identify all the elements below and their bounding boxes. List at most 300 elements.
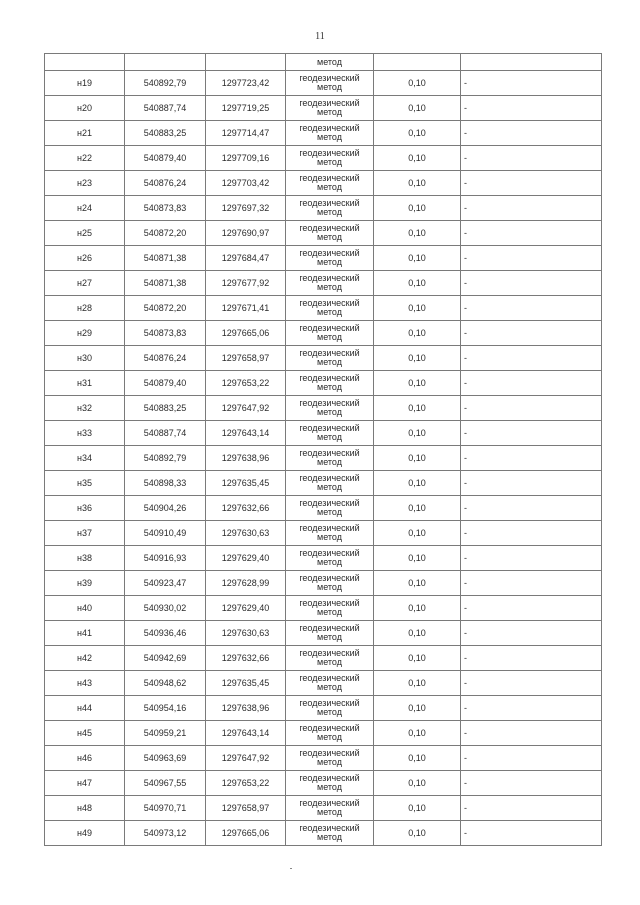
table-row bbox=[45, 396, 602, 421]
note-value: - bbox=[464, 378, 467, 388]
method-line-2: метод bbox=[317, 257, 342, 267]
note-value: - bbox=[464, 478, 467, 488]
method-cell bbox=[286, 821, 374, 846]
method-text bbox=[299, 274, 359, 292]
method-line-2: метод bbox=[317, 507, 342, 517]
method-line-1: геодезический bbox=[299, 398, 360, 408]
method-line-1: геодезический bbox=[299, 273, 360, 283]
x-coordinate: 540904,26 bbox=[143, 503, 187, 513]
accuracy-value: 0,10 bbox=[408, 428, 426, 438]
method-cell bbox=[286, 496, 374, 521]
x-coordinate-cell bbox=[125, 71, 206, 96]
accuracy-value: 0,10 bbox=[408, 478, 426, 488]
accuracy-value: 0,10 bbox=[408, 378, 426, 388]
point-name-cell bbox=[45, 371, 125, 396]
y-coordinate-cell bbox=[206, 196, 286, 221]
method-cell bbox=[286, 746, 374, 771]
note-value: - bbox=[464, 228, 467, 238]
note-value: - bbox=[464, 753, 467, 763]
method-line-1: геодезический bbox=[299, 223, 360, 233]
note-cell bbox=[461, 171, 602, 196]
accuracy-value: 0,10 bbox=[408, 228, 426, 238]
table-row bbox=[45, 571, 602, 596]
method-cell bbox=[286, 396, 374, 421]
note-cell bbox=[461, 696, 602, 721]
point-name: н19 bbox=[77, 78, 92, 88]
method-line-1: геодезический bbox=[299, 348, 360, 358]
method-line-2: метод bbox=[317, 132, 342, 142]
y-coordinate-cell bbox=[206, 521, 286, 546]
y-coordinate: 1297684,47 bbox=[221, 253, 270, 263]
point-name-cell bbox=[45, 696, 125, 721]
y-coordinate: 1297658,97 bbox=[221, 353, 270, 363]
accuracy-cell bbox=[374, 421, 461, 446]
accuracy-value: 0,10 bbox=[408, 603, 426, 613]
point-name: н39 bbox=[77, 578, 92, 588]
accuracy-cell bbox=[374, 221, 461, 246]
x-coordinate-cell bbox=[125, 271, 206, 296]
y-coordinate: 1297714,47 bbox=[221, 128, 270, 138]
method-text bbox=[299, 99, 359, 117]
method-cell bbox=[286, 521, 374, 546]
point-name: н41 bbox=[77, 628, 92, 638]
accuracy-cell bbox=[374, 296, 461, 321]
y-coordinate-cell bbox=[206, 71, 286, 96]
y-coordinate: 1297653,22 bbox=[221, 778, 270, 788]
y-coordinate-cell bbox=[206, 146, 286, 171]
x-coordinate: 540892,79 bbox=[143, 78, 187, 88]
accuracy-value: 0,10 bbox=[408, 528, 426, 538]
note-cell bbox=[461, 346, 602, 371]
method-text bbox=[299, 449, 359, 467]
method-cell bbox=[286, 71, 374, 96]
accuracy-value: 0,10 bbox=[408, 703, 426, 713]
accuracy-cell bbox=[374, 396, 461, 421]
point-name-cell bbox=[45, 54, 125, 71]
method-cell bbox=[286, 96, 374, 121]
point-name: н48 bbox=[77, 803, 92, 813]
y-coordinate: 1297665,06 bbox=[221, 328, 270, 338]
note-cell bbox=[461, 621, 602, 646]
accuracy-value: 0,10 bbox=[408, 253, 426, 263]
point-name-cell bbox=[45, 121, 125, 146]
x-coordinate-cell bbox=[125, 596, 206, 621]
point-name-cell bbox=[45, 796, 125, 821]
x-coordinate: 540871,38 bbox=[143, 253, 187, 263]
table-row bbox=[45, 196, 602, 221]
note-value: - bbox=[464, 678, 467, 688]
accuracy-cell bbox=[374, 471, 461, 496]
point-name-cell bbox=[45, 96, 125, 121]
x-coordinate: 540967,55 bbox=[143, 778, 187, 788]
x-coordinate: 540923,47 bbox=[143, 578, 187, 588]
method-text bbox=[299, 599, 359, 617]
method-text bbox=[299, 749, 359, 767]
method-text bbox=[299, 199, 359, 217]
method-text bbox=[299, 374, 359, 392]
point-name-cell bbox=[45, 246, 125, 271]
x-coordinate: 540936,46 bbox=[143, 628, 187, 638]
x-coordinate: 540930,02 bbox=[143, 603, 187, 613]
x-coordinate-cell bbox=[125, 521, 206, 546]
x-coordinate-cell bbox=[125, 171, 206, 196]
x-coordinate-cell bbox=[125, 821, 206, 846]
point-name: н28 bbox=[77, 303, 92, 313]
note-value: - bbox=[464, 653, 467, 663]
x-coordinate-cell bbox=[125, 396, 206, 421]
accuracy-cell bbox=[374, 521, 461, 546]
x-coordinate-cell bbox=[125, 621, 206, 646]
method-line-2: метод bbox=[317, 182, 342, 192]
method-cell bbox=[286, 121, 374, 146]
x-coordinate-cell bbox=[125, 196, 206, 221]
point-name: н27 bbox=[77, 278, 92, 288]
method-line-2: метод bbox=[317, 582, 342, 592]
y-coordinate-cell bbox=[206, 371, 286, 396]
accuracy-value: 0,10 bbox=[408, 353, 426, 363]
method-line-2: метод bbox=[317, 532, 342, 542]
y-coordinate: 1297635,45 bbox=[221, 478, 270, 488]
method-cell bbox=[286, 371, 374, 396]
accuracy-value: 0,10 bbox=[408, 728, 426, 738]
method-line-1: геодезический bbox=[299, 423, 360, 433]
note-cell bbox=[461, 546, 602, 571]
x-coordinate-cell bbox=[125, 446, 206, 471]
y-coordinate: 1297723,42 bbox=[221, 78, 270, 88]
point-name: н24 bbox=[77, 203, 92, 213]
method-line-1: геодезический bbox=[299, 498, 360, 508]
note-cell bbox=[461, 671, 602, 696]
note-cell bbox=[461, 246, 602, 271]
method-text bbox=[299, 824, 359, 842]
note-value: - bbox=[464, 153, 467, 163]
point-name-cell bbox=[45, 546, 125, 571]
accuracy-cell bbox=[374, 646, 461, 671]
x-coordinate-cell bbox=[125, 321, 206, 346]
y-coordinate-cell bbox=[206, 121, 286, 146]
x-coordinate-cell bbox=[125, 571, 206, 596]
y-coordinate: 1297719,25 bbox=[221, 103, 270, 113]
point-name: н22 bbox=[77, 153, 92, 163]
point-name: н32 bbox=[77, 403, 92, 413]
y-coordinate-cell bbox=[206, 471, 286, 496]
accuracy-cell bbox=[374, 321, 461, 346]
accuracy-value: 0,10 bbox=[408, 753, 426, 763]
x-coordinate-cell bbox=[125, 96, 206, 121]
method-cell bbox=[286, 646, 374, 671]
point-name-cell bbox=[45, 471, 125, 496]
method-line-1: геодезический bbox=[299, 648, 360, 658]
table-row bbox=[45, 471, 602, 496]
table-row bbox=[45, 521, 602, 546]
note-value: - bbox=[464, 503, 467, 513]
accuracy-value: 0,10 bbox=[408, 103, 426, 113]
method-line-1: геодезический bbox=[299, 723, 360, 733]
method-text bbox=[299, 774, 359, 792]
method-text bbox=[299, 224, 359, 242]
note-cell bbox=[461, 771, 602, 796]
point-name: н30 bbox=[77, 353, 92, 363]
method-cell bbox=[286, 596, 374, 621]
method-line-1: геодезический bbox=[299, 673, 360, 683]
point-name: н33 bbox=[77, 428, 92, 438]
point-name: н49 bbox=[77, 828, 92, 838]
method-text bbox=[299, 649, 359, 667]
point-name: н20 bbox=[77, 103, 92, 113]
method-line-1: геодезический bbox=[299, 298, 360, 308]
y-coordinate-cell bbox=[206, 271, 286, 296]
point-name-cell bbox=[45, 321, 125, 346]
x-coordinate-cell bbox=[125, 421, 206, 446]
continuation-row bbox=[45, 54, 602, 71]
note-value: - bbox=[464, 553, 467, 563]
method-line-1: геодезический bbox=[299, 73, 360, 83]
point-name: н44 bbox=[77, 703, 92, 713]
note-value: - bbox=[464, 203, 467, 213]
method-line-2: метод bbox=[317, 232, 342, 242]
note-value: - bbox=[464, 428, 467, 438]
method-line-2: метод bbox=[317, 332, 342, 342]
x-coordinate-cell bbox=[125, 296, 206, 321]
y-coordinate: 1297690,97 bbox=[221, 228, 270, 238]
method-line-2: метод bbox=[317, 357, 342, 367]
table-row bbox=[45, 71, 602, 96]
note-cell bbox=[461, 96, 602, 121]
table-row bbox=[45, 796, 602, 821]
y-coordinate: 1297703,42 bbox=[221, 178, 270, 188]
note-value: - bbox=[464, 403, 467, 413]
note-value: - bbox=[464, 803, 467, 813]
method-cell bbox=[286, 171, 374, 196]
accuracy-value: 0,10 bbox=[408, 453, 426, 463]
table-row bbox=[45, 221, 602, 246]
table-row bbox=[45, 546, 602, 571]
y-coordinate-cell bbox=[206, 296, 286, 321]
method-text bbox=[299, 424, 359, 442]
table-row bbox=[45, 421, 602, 446]
y-coordinate-cell bbox=[206, 721, 286, 746]
method-cell bbox=[286, 446, 374, 471]
method-line-2: метод bbox=[317, 482, 342, 492]
point-name-cell bbox=[45, 196, 125, 221]
method-line-1: геодезический bbox=[299, 823, 360, 833]
note-cell bbox=[461, 746, 602, 771]
y-coordinate: 1297709,16 bbox=[221, 153, 270, 163]
x-coordinate: 540879,40 bbox=[143, 378, 187, 388]
method-line-2: метод bbox=[317, 157, 342, 167]
method-line-1: геодезический bbox=[299, 523, 360, 533]
method-line-1: геодезический bbox=[299, 623, 360, 633]
note-value: - bbox=[464, 303, 467, 313]
point-name-cell bbox=[45, 221, 125, 246]
point-name-cell bbox=[45, 646, 125, 671]
accuracy-value: 0,10 bbox=[408, 678, 426, 688]
note-value: - bbox=[464, 353, 467, 363]
method-line-2: метод bbox=[317, 757, 342, 767]
y-coordinate-cell bbox=[206, 546, 286, 571]
x-coordinate-cell bbox=[125, 771, 206, 796]
point-name: н21 bbox=[77, 128, 92, 138]
y-coordinate: 1297677,92 bbox=[221, 278, 270, 288]
y-coordinate-cell bbox=[206, 796, 286, 821]
method-line-2: метод bbox=[317, 832, 342, 842]
x-coordinate: 540879,40 bbox=[143, 153, 187, 163]
note-cell bbox=[461, 54, 602, 71]
table-row bbox=[45, 596, 602, 621]
note-cell bbox=[461, 421, 602, 446]
y-coordinate: 1297643,14 bbox=[221, 728, 270, 738]
method-cell bbox=[286, 796, 374, 821]
note-cell bbox=[461, 296, 602, 321]
method-line-1: геодезический bbox=[299, 698, 360, 708]
note-value: - bbox=[464, 103, 467, 113]
x-coordinate: 540887,74 bbox=[143, 103, 187, 113]
note-cell bbox=[461, 471, 602, 496]
y-coordinate-cell bbox=[206, 421, 286, 446]
point-name-cell bbox=[45, 671, 125, 696]
point-name-cell bbox=[45, 396, 125, 421]
y-coordinate-cell bbox=[206, 696, 286, 721]
method-text bbox=[299, 699, 359, 717]
accuracy-cell bbox=[374, 696, 461, 721]
table-row bbox=[45, 296, 602, 321]
point-name-cell bbox=[45, 446, 125, 471]
x-coordinate: 540872,20 bbox=[143, 303, 187, 313]
method-line-1: геодезический bbox=[299, 198, 360, 208]
point-name-cell bbox=[45, 521, 125, 546]
point-name-cell bbox=[45, 771, 125, 796]
note-cell bbox=[461, 196, 602, 221]
table-row bbox=[45, 696, 602, 721]
x-coordinate: 540871,38 bbox=[143, 278, 187, 288]
method-text bbox=[299, 349, 359, 367]
x-coordinate-cell bbox=[125, 146, 206, 171]
method-line-2: метод bbox=[317, 82, 342, 92]
method-text bbox=[299, 174, 359, 192]
point-name: н37 bbox=[77, 528, 92, 538]
method-line-1: геодезический bbox=[299, 173, 360, 183]
method-line-1: геодезический bbox=[299, 548, 360, 558]
method-line-1: геодезический bbox=[299, 148, 360, 158]
y-coordinate: 1297697,32 bbox=[221, 203, 270, 213]
note-cell bbox=[461, 396, 602, 421]
y-coordinate-cell bbox=[206, 396, 286, 421]
x-coordinate-cell bbox=[125, 54, 206, 71]
y-coordinate: 1297628,99 bbox=[221, 578, 270, 588]
point-name-cell bbox=[45, 571, 125, 596]
method-text bbox=[299, 299, 359, 317]
method-line-2: метод bbox=[317, 782, 342, 792]
x-coordinate-cell bbox=[125, 696, 206, 721]
x-coordinate: 540873,83 bbox=[143, 328, 187, 338]
method-text bbox=[299, 624, 359, 642]
accuracy-value: 0,10 bbox=[408, 578, 426, 588]
x-coordinate-cell bbox=[125, 496, 206, 521]
method-text bbox=[299, 124, 359, 142]
accuracy-cell bbox=[374, 171, 461, 196]
method-cell bbox=[286, 54, 374, 71]
x-coordinate-cell bbox=[125, 671, 206, 696]
method-line-1: геодезический bbox=[299, 373, 360, 383]
accuracy-value: 0,10 bbox=[408, 153, 426, 163]
method-line-2: метод bbox=[317, 657, 342, 667]
method-cell bbox=[286, 771, 374, 796]
page-number: 11 bbox=[315, 31, 325, 42]
x-coordinate-cell bbox=[125, 471, 206, 496]
note-cell bbox=[461, 496, 602, 521]
note-value: - bbox=[464, 578, 467, 588]
table-row bbox=[45, 721, 602, 746]
scan-dot bbox=[290, 868, 292, 869]
table-row bbox=[45, 621, 602, 646]
note-cell bbox=[461, 146, 602, 171]
method-line-1: геодезический bbox=[299, 773, 360, 783]
method-text bbox=[299, 499, 359, 517]
x-coordinate: 540898,33 bbox=[143, 478, 187, 488]
y-coordinate-cell bbox=[206, 171, 286, 196]
accuracy-cell bbox=[374, 546, 461, 571]
table-row bbox=[45, 246, 602, 271]
y-coordinate: 1297658,97 bbox=[221, 803, 270, 813]
method-cell bbox=[286, 621, 374, 646]
method-line-2: метод bbox=[317, 307, 342, 317]
x-coordinate: 540916,93 bbox=[143, 553, 187, 563]
note-value: - bbox=[464, 828, 467, 838]
point-name-cell bbox=[45, 721, 125, 746]
method-text bbox=[299, 149, 359, 167]
accuracy-value: 0,10 bbox=[408, 328, 426, 338]
x-coordinate-cell bbox=[125, 796, 206, 821]
y-coordinate-cell bbox=[206, 96, 286, 121]
point-name-cell bbox=[45, 296, 125, 321]
method-line-1: геодезический bbox=[299, 598, 360, 608]
table-row bbox=[45, 821, 602, 846]
method-text bbox=[299, 249, 359, 267]
x-coordinate: 540963,69 bbox=[143, 753, 187, 763]
y-coordinate-cell bbox=[206, 671, 286, 696]
method-line-2: метод bbox=[317, 457, 342, 467]
accuracy-value: 0,10 bbox=[408, 778, 426, 788]
note-cell bbox=[461, 71, 602, 96]
accuracy-cell bbox=[374, 621, 461, 646]
x-coordinate: 540948,62 bbox=[143, 678, 187, 688]
point-name-cell bbox=[45, 421, 125, 446]
method-line-1: геодезический bbox=[299, 123, 360, 133]
method-cell bbox=[286, 571, 374, 596]
method-cell bbox=[286, 471, 374, 496]
point-name: н35 bbox=[77, 478, 92, 488]
note-cell bbox=[461, 821, 602, 846]
method-cell bbox=[286, 146, 374, 171]
point-name-cell bbox=[45, 596, 125, 621]
point-name: н23 bbox=[77, 178, 92, 188]
accuracy-cell bbox=[374, 196, 461, 221]
method-cell bbox=[286, 271, 374, 296]
note-value: - bbox=[464, 778, 467, 788]
point-name: н40 bbox=[77, 603, 92, 613]
method-text: метод bbox=[317, 57, 342, 67]
x-coordinate: 540876,24 bbox=[143, 353, 187, 363]
y-coordinate-cell bbox=[206, 771, 286, 796]
method-cell bbox=[286, 246, 374, 271]
y-coordinate-cell bbox=[206, 346, 286, 371]
table-row bbox=[45, 271, 602, 296]
method-text bbox=[299, 474, 359, 492]
x-coordinate: 540872,20 bbox=[143, 228, 187, 238]
accuracy-cell bbox=[374, 771, 461, 796]
method-line-2: метод bbox=[317, 707, 342, 717]
x-coordinate-cell bbox=[125, 371, 206, 396]
